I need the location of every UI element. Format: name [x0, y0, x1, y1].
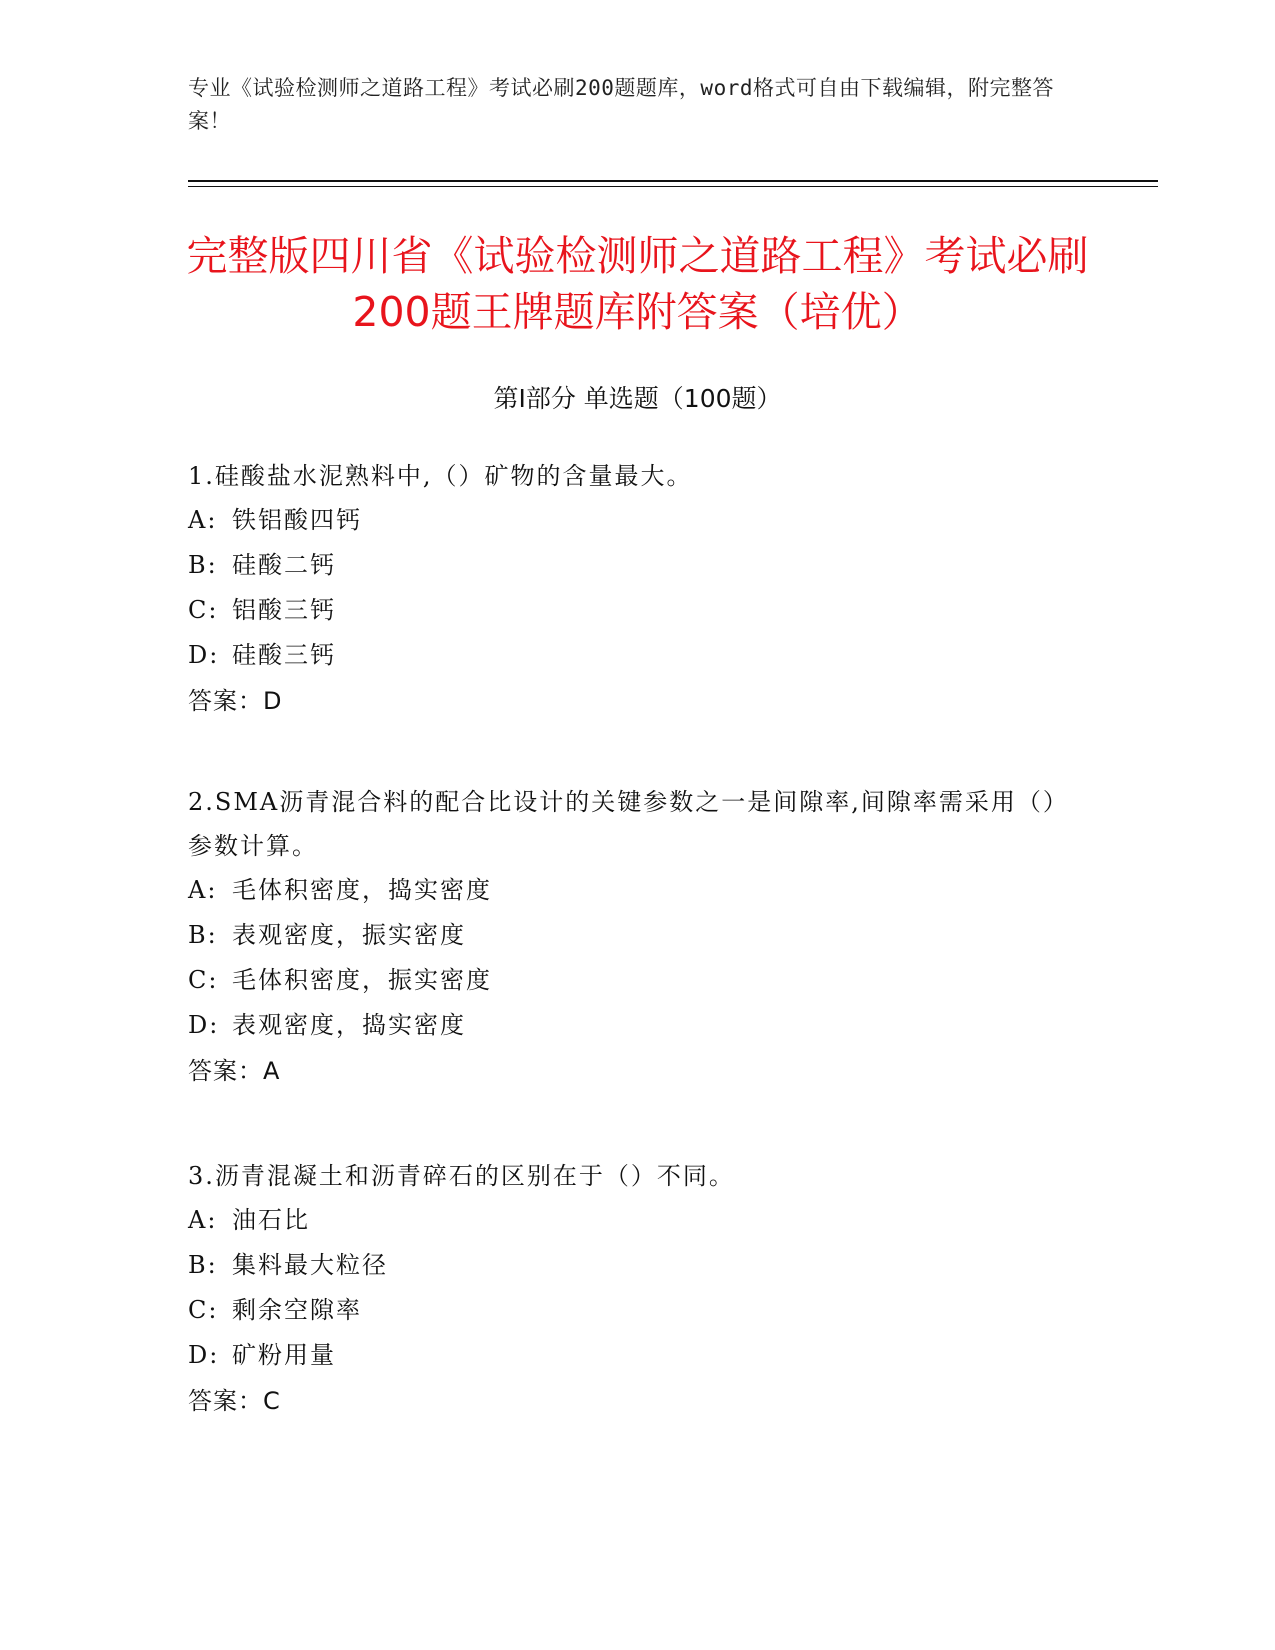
option-key: B:: [188, 551, 218, 579]
question-stem: 2.SMA沥青混合料的配合比设计的关键参数之一是间隙率,间隙率需采用（）参数计算。: [188, 788, 1057, 860]
option-key: A:: [188, 1206, 218, 1234]
answer-line: 答案：D: [188, 687, 283, 715]
option-text: 铁铝酸四钙: [232, 506, 362, 534]
option-key: D:: [188, 641, 220, 669]
header-divider-thin: [188, 186, 1158, 187]
document-header: 专业《试验检测师之道路工程》考试必刷200题题库，word格式可自由下载编辑，附完整答案！: [188, 76, 1054, 133]
section-heading: 第Ⅰ部分 单选题（100题）: [493, 384, 782, 413]
option-text: 集料最大粒径: [232, 1251, 388, 1279]
option-a: [188, 1198, 1068, 1243]
option-list: [188, 1198, 1068, 1378]
option-text: 表观密度，振实密度: [232, 921, 466, 949]
option-text: 表观密度，捣实密度: [232, 1011, 466, 1039]
option-key: A:: [188, 506, 218, 534]
option-key: C:: [188, 1296, 219, 1324]
option-b: [188, 543, 1068, 588]
option-key: C:: [188, 596, 219, 624]
option-key: C:: [188, 966, 219, 994]
option-key: B:: [188, 921, 218, 949]
option-key: A:: [188, 876, 218, 904]
option-key: B:: [188, 1251, 218, 1279]
option-text: 油石比: [232, 1206, 310, 1234]
option-text: 剩余空隙率: [232, 1296, 362, 1324]
question-stem: 3.沥青混凝土和沥青碎石的区别在于（）不同。: [188, 1162, 735, 1190]
option-c: [188, 588, 1068, 633]
document-title: 完整版四川省《试验检测师之道路工程》考试必刷200题王牌题库附答案（培优）: [186, 232, 1089, 336]
option-list: [188, 498, 1068, 678]
option-text: 铝酸三钙: [232, 596, 336, 624]
option-a: [188, 868, 1068, 913]
question-2: [188, 780, 1068, 1094]
option-text: 硅酸三钙: [232, 641, 336, 669]
option-b: [188, 913, 1068, 958]
option-d: [188, 1003, 1068, 1048]
option-text: 毛体积密度，振实密度: [232, 966, 492, 994]
option-key: D:: [188, 1341, 220, 1369]
option-key: D:: [188, 1011, 220, 1039]
header-divider: [188, 180, 1158, 182]
option-text: 硅酸二钙: [232, 551, 336, 579]
question-stem: 1.硅酸盐水泥熟料中,（）矿物的含量最大。: [188, 462, 693, 490]
option-text: 矿粉用量: [232, 1341, 336, 1369]
question-1: [188, 454, 1068, 724]
option-d: [188, 633, 1068, 678]
option-a: [188, 498, 1068, 543]
option-list: [188, 868, 1068, 1048]
option-d: [188, 1333, 1068, 1378]
option-c: [188, 1288, 1068, 1333]
question-3: [188, 1154, 1068, 1424]
option-b: [188, 1243, 1068, 1288]
option-c: [188, 958, 1068, 1003]
option-text: 毛体积密度，捣实密度: [232, 876, 492, 904]
answer-line: 答案：C: [188, 1387, 281, 1415]
answer-line: 答案：A: [188, 1057, 281, 1085]
